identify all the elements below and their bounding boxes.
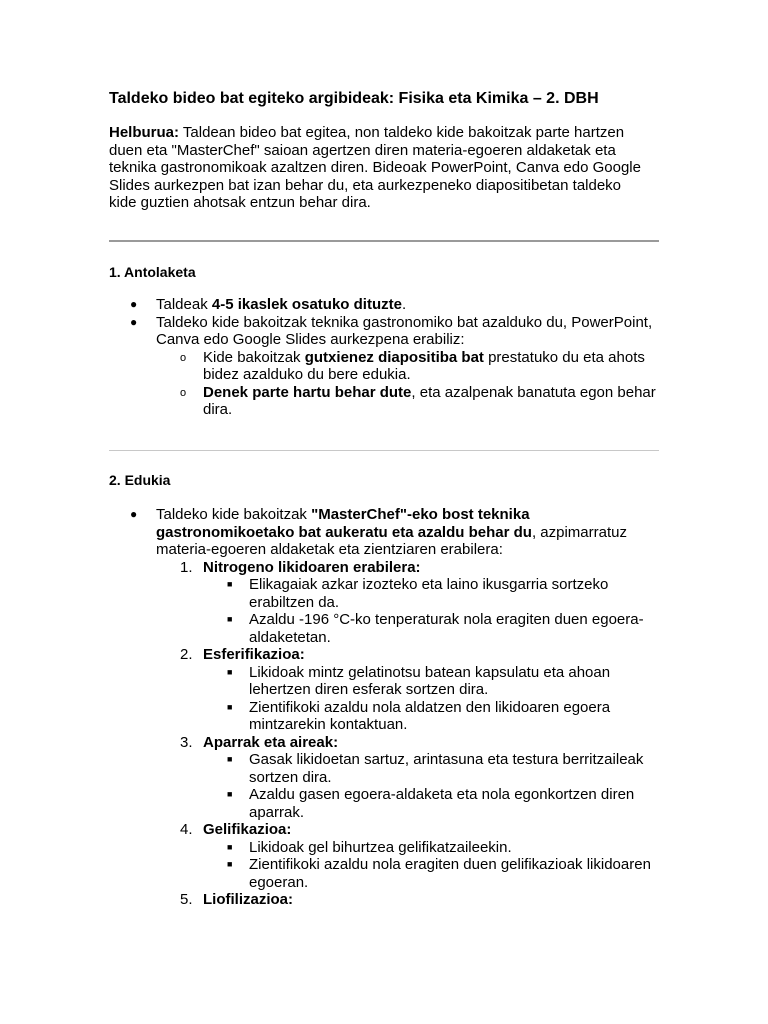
technique-number: 3. [180,733,193,751]
sub-list-item [156,349,659,384]
technique-number: 5. [180,891,193,908]
bullet-icon: ● [130,297,138,311]
intro-paragraph [109,124,649,212]
section-heading-edukia: 2. Edukia [109,472,171,488]
square-bullet-icon: ■ [227,841,233,852]
techniques-list [156,559,659,909]
sub-list-item [156,384,659,419]
technique-title: Liofilizazioa: [203,891,293,908]
item-text: Taldeko kide bakoitzak [156,506,312,523]
technique-title: Nitrogeno likidoaren erabilera: [203,558,421,576]
point-text: Gasak likidoetan sartuz, arintasuna eta testura berritzaileak sortzen dira. [249,751,644,786]
square-bullet-icon: ■ [227,754,233,764]
edukia-list [109,506,659,909]
square-bullet-icon: ■ [227,666,233,677]
square-bullet-icon: ■ [227,701,233,712]
technique-title: Esferifikazioa: [203,646,305,663]
square-bullet-icon: ■ [227,859,233,869]
circle-bullet-icon: o [180,386,187,399]
point-item [203,699,659,734]
item-bold: Denek parte hartu behar dute [203,383,412,401]
technique-title: Gelifikazioa: [203,821,292,838]
item-text: Taldeko kide bakoitzak teknika gastronomiko bat azalduko du, PowerPoint, Canva edo Google Slides aurkezpena erabiliz: [156,313,653,348]
item-text: prestatuko du eta ahots bidez azalduko du bere edukia. [203,348,645,383]
item-bold: "MasterChef"-eko bost teknika gastronomikoetako bat aukeratu eta azaldu behar du [156,506,532,541]
divider [109,450,659,451]
item-text: , eta azalpenak banatuta egon behar dira. [203,383,656,418]
technique-points [203,839,659,892]
technique-item [156,891,659,909]
technique-points [203,576,659,646]
intro-text: Taldean bideo bat egitea, non taldeko kide bakoitzak parte hartzen duen eta "MasterChef" saioan agertzen diren materia-egoeren aldaketak eta teknika gastronomikoak azaltzen diren. Bideoak PowerPoint, Canva edo Google Slides aurkezpen bat izan behar du, eta aurkezpeneko diapositibetan taldeko kide guztien ahotsak entzun behar dira. [109,124,641,211]
section-heading-antolaketa: 1. Antolaketa [109,264,196,280]
sub-list [156,349,659,419]
point-item [203,664,659,699]
square-bullet-icon: ■ [227,789,233,799]
point-item [203,856,659,891]
item-text: , azpimarratuz materia-egoeren aldaketak eta zientziaren erabilera: [156,523,627,558]
item-text: Kide bakoitzak [203,348,305,366]
bullet-icon: ● [130,507,138,521]
point-text: Elikagaiak azkar izozteko eta laino ikusgarria sortzeko erabiltzen da. [249,576,609,611]
item-bold: gutxienez diapositiba bat [304,348,484,366]
point-text: Azaldu gasen egoera-aldaketa eta nola egonkortzen diren aparrak. [249,786,635,821]
technique-title: Aparrak eta aireak: [203,733,339,751]
technique-item [156,559,659,647]
technique-item [156,821,659,891]
point-text: Zientifikoki azaldu nola eragiten duen gelifikazioak likidoaren egoeran. [249,856,651,891]
list-item [109,296,659,314]
technique-number: 1. [180,558,193,576]
antolaketa-list [109,296,659,419]
list-item [109,506,659,909]
intro-label: Helburua: [109,124,180,141]
item-text: . [401,296,407,313]
point-item [203,839,659,857]
point-text: Likidoak gel bihurtzea gelifikatzaileekin. [249,838,512,856]
point-item [203,611,659,646]
technique-number: 2. [180,646,193,663]
square-bullet-icon: ■ [227,579,233,589]
list-item [109,314,659,419]
item-bold: 4-5 ikaslek osatuko dituzte [211,296,402,313]
circle-bullet-icon: o [180,351,187,364]
item-text: Taldeak [156,296,212,313]
point-item [203,576,659,611]
square-bullet-icon: ■ [227,614,233,624]
point-text: Zientifikoki azaldu nola aldatzen den likidoaren egoera mintzarekin kontaktuan. [249,698,611,733]
page-title: Taldeko bideo bat egiteko argibideak: Fisika eta Kimika – 2. DBH [109,90,599,107]
technique-item [156,646,659,734]
technique-points [203,751,659,821]
divider [109,240,659,242]
technique-item [156,734,659,822]
point-text: Likidoak mintz gelatinotsu batean kapsulatu eta ahoan lehertzen diren esferak sortzen dira. [249,663,611,698]
point-item [203,786,659,821]
technique-number: 4. [180,821,193,838]
point-text: Azaldu -196 °C-ko tenperaturak nola eragiten duen egoera-aldaketetan. [249,611,644,646]
bullet-icon: ● [130,314,138,329]
technique-points [203,664,659,734]
point-item [203,751,659,786]
